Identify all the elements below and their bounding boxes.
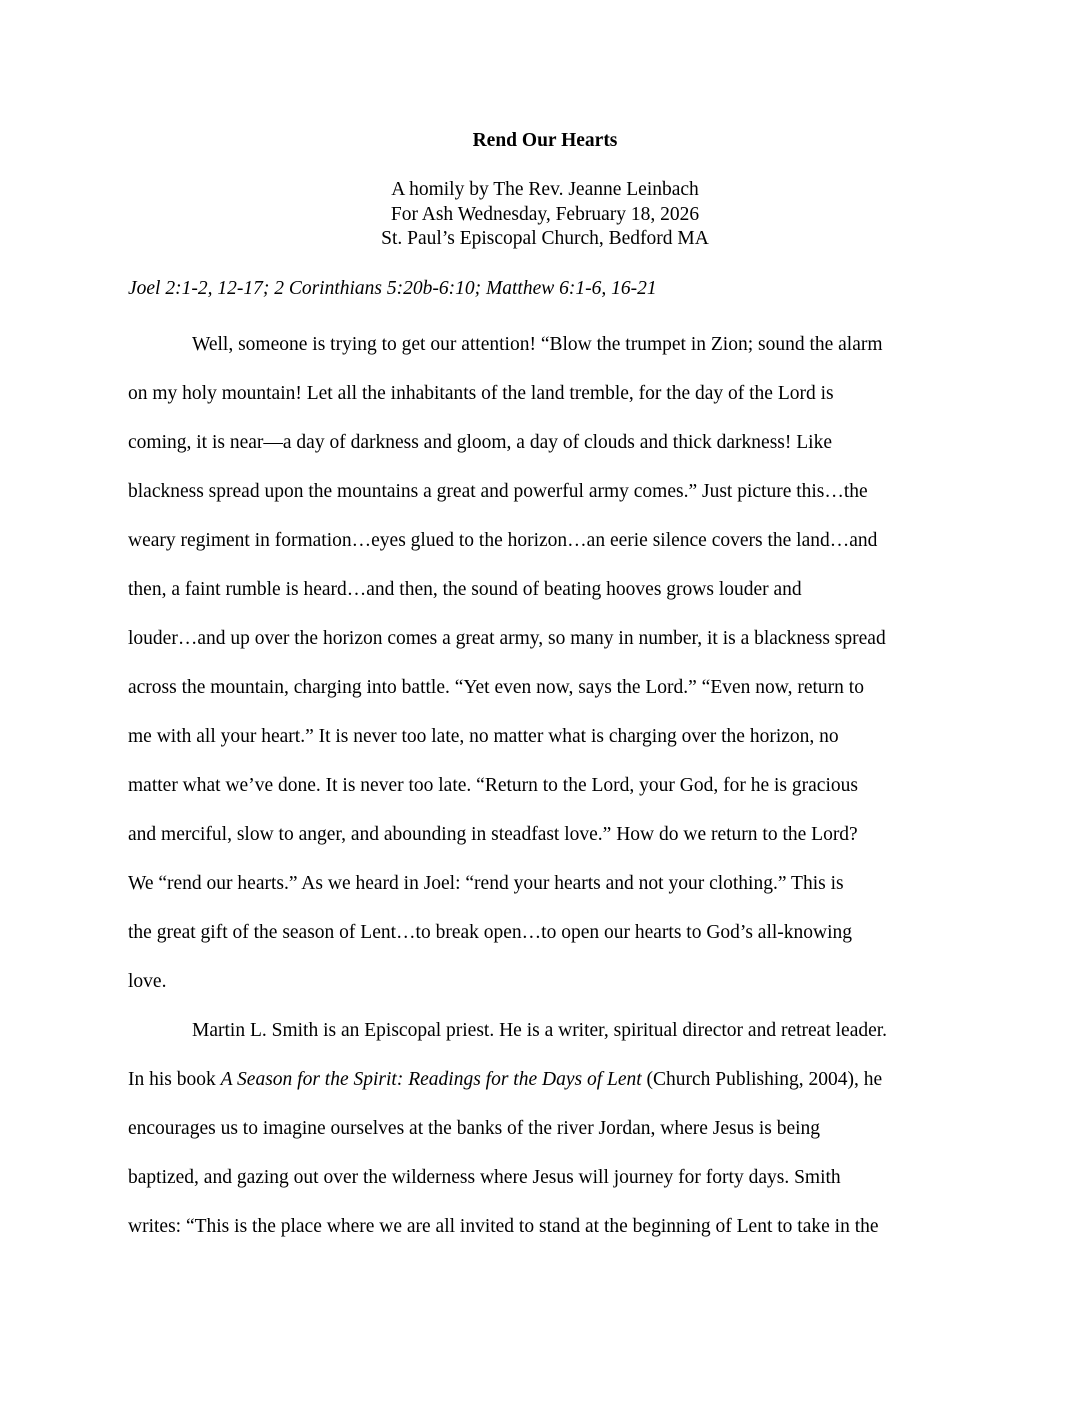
byline-author: A homily by The Rev. Jeanne Leinbach [391,179,699,200]
paragraph-line: weary regiment in formation…eyes glued to the horizon…an eerie silence covers the land…and [128,529,878,551]
paragraph-line: baptized, and gazing out over the wilderness where Jesus will journey for forty days. Smith [128,1166,841,1188]
byline-occasion: For Ash Wednesday, February 18, 2026 [390,203,700,225]
paragraph-line: We “rend our hearts.” As we heard in Joel: “rend your hearts and not your clothing.” This is [128,872,844,894]
paragraph-line: Well, someone is trying to get our attention! “Blow the trumpet in Zion; sound the alarm [192,333,883,355]
text-run: (Church Publishing, 2004), he [641,1068,883,1090]
paragraph-line: writes: “This is the place where we are all invited to stand at the beginning of Lent to take in the [128,1215,879,1237]
document-page [128,128,962,1251]
book-title: A Season for the Spirit: Readings for the Days of Lent [220,1068,642,1090]
text-run: In his book [128,1068,221,1090]
paragraph-2 [128,1006,962,1251]
paragraph-line: encourages us to imagine ourselves at the banks of the river Jordan, where Jesus is being [128,1117,821,1139]
document-title: Rend Our Hearts [472,130,618,151]
byline-church: St. Paul’s Episcopal Church, Bedford MA [381,228,709,249]
paragraph-line: on my holy mountain! Let all the inhabitants of the land tremble, for the day of the Lord is [128,382,834,404]
byline [128,178,962,252]
paragraph-line: blackness spread upon the mountains a great and powerful army comes.” Just picture this…the [128,480,868,502]
scripture-readings: Joel 2:1-2, 12-17; 2 Corinthians 5:20b-6:10; Matthew 6:1-6, 16-21 [128,277,657,299]
paragraph-line: and merciful, slow to anger, and abounding in steadfast love.” How do we return to the Lord? [128,823,858,845]
paragraph-line: across the mountain, charging into battle. “Yet even now, says the Lord.” “Even now, return to [128,676,864,698]
paragraph-line: love. [128,970,167,992]
paragraph-line: louder…and up over the horizon comes a great army, so many in number, it is a blackness spread [128,627,886,649]
paragraph-line: matter what we’ve done. It is never too late. “Return to the Lord, your God, for he is gracious [128,774,858,796]
paragraph-1 [128,320,962,1006]
paragraph-line: then, a faint rumble is heard…and then, the sound of beating hooves grows louder and [128,578,802,600]
paragraph-line [128,1055,962,1104]
paragraph-line: Martin L. Smith is an Episcopal priest. He is a writer, spiritual director and retreat leader. [192,1019,888,1041]
paragraph-line: me with all your heart.” It is never too late, no matter what is charging over the horizon, no [128,725,839,747]
paragraph-line: the great gift of the season of Lent…to break open…to open our hearts to God’s all-knowing [128,921,853,943]
paragraph-line: coming, it is near—a day of darkness and gloom, a day of clouds and thick darkness! Like [128,431,832,453]
